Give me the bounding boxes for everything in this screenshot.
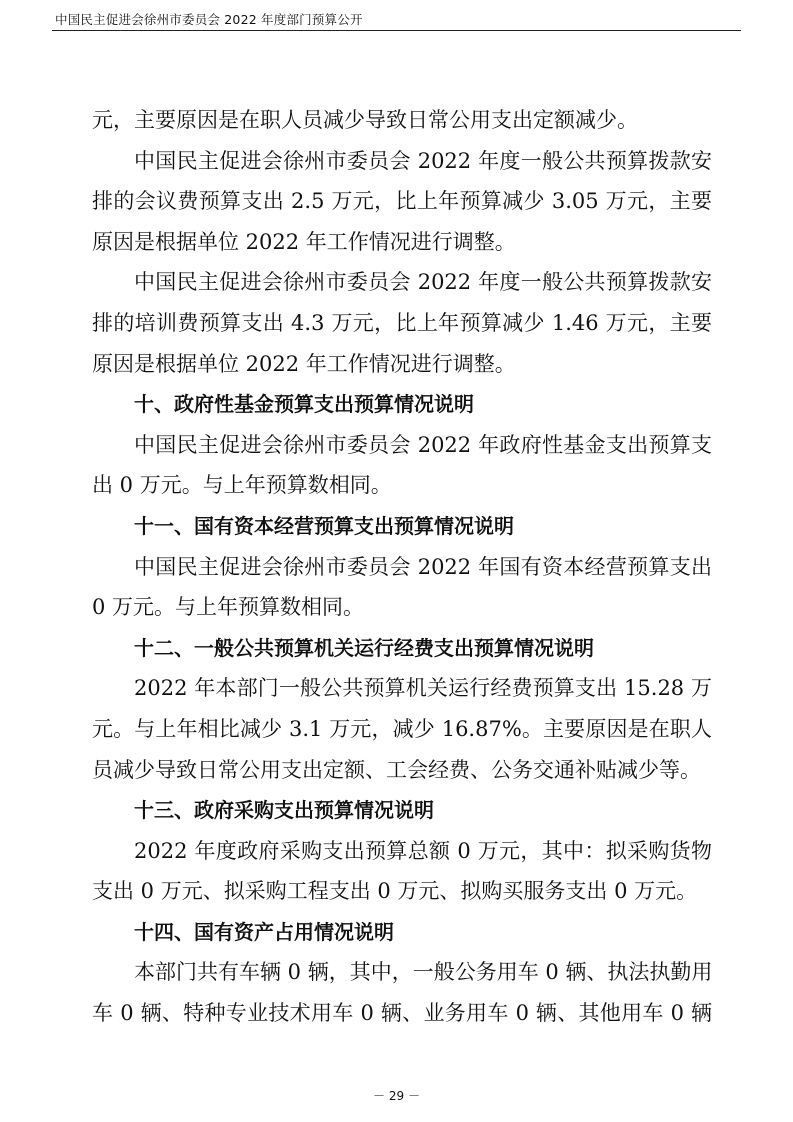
paragraph-line: 本部门共有车辆 0 辆，其中，一般公务用车 0 辆、执法执勤用 [134,960,713,985]
header-divider [52,30,741,31]
section-heading: 十二、一般公共预算机关运行经费支出预算情况说明 [134,635,594,660]
document-body [92,100,712,1034]
paragraph-line: 员减少导致日常公用支出定额、工会经费、公务交通补贴减少等。 [92,757,701,782]
paragraph-line: 车 0 辆、特种专业技术用车 0 辆、业务用车 0 辆、其他用车 0 辆 [92,1001,712,1026]
paragraph-line: 排的会议费预算支出 2.5 万元，比上年预算减少 3.05 万元，主要 [92,189,712,214]
section-heading: 十、政府性基金预算支出预算情况说明 [134,392,474,417]
paragraph-line: 元，主要原因是在职人员减少导致日常公用支出定额减少。 [92,108,638,132]
section-heading: 十一、国有资本经营预算支出预算情况说明 [134,513,514,538]
paragraph-line: 原因是根据单位 2022 年工作情况进行调整。 [92,229,516,254]
paragraph-line: 2022 年本部门一般公共预算机关运行经费预算支出 15.28 万 [134,676,712,701]
paragraph-line: 0 万元。与上年预算数相同。 [92,595,365,620]
paragraph-line: 原因是根据单位 2022 年工作情况进行调整。 [92,351,516,376]
paragraph-line: 支出 0 万元、拟采购工程支出 0 万元、拟购买服务支出 0 万元。 [92,879,698,904]
running-header: 中国民主促进会徐州市委员会 2022 年度部门预算公开 [55,12,363,27]
section-heading: 十四、国有资产占用情况说明 [134,919,394,944]
section-heading: 十三、政府采购支出预算情况说明 [134,798,434,823]
paragraph-line: 中国民主促进会徐州市委员会 2022 年政府性基金支出预算支 [134,432,712,457]
paragraph-line: 元。与上年相比减少 3.1 万元，减少 16.87%。主要原因是在职人 [92,716,712,741]
paragraph-line: 中国民主促进会徐州市委员会 2022 年度一般公共预算拨款安 [134,270,712,295]
page-number: － 29 － [373,1089,420,1103]
paragraph-line: 排的培训费预算支出 4.3 万元，比上年预算减少 1.46 万元，主要 [92,310,712,335]
paragraph-line: 出 0 万元。与上年预算数相同。 [92,473,392,498]
paragraph-line: 2022 年度政府采购支出预算总额 0 万元，其中：拟采购货物 [134,838,712,863]
paragraph-line: 中国民主促进会徐州市委员会 2022 年国有资本经营预算支出 [134,554,712,579]
paragraph-line: 中国民主促进会徐州市委员会 2022 年度一般公共预算拨款安 [134,148,712,173]
